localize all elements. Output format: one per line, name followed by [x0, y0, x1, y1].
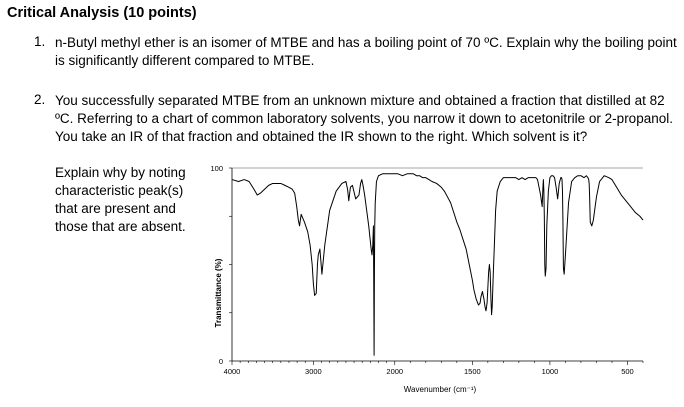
chart-x-tick-label: 1000 — [541, 367, 559, 376]
question-1-text: n-Butyl methyl ether is an isomer of MTBE and has a boiling point of 70 ºC. Explain why the boiling point is significantly different compared to MTBE. — [55, 35, 677, 68]
ir-spectrum-line — [232, 174, 643, 355]
chart-x-tick-label: 2000 — [386, 367, 404, 376]
chart-x-tick-label: 3000 — [305, 367, 322, 376]
chart-x-tick-label: 1500 — [463, 367, 481, 376]
question-2-side-text: Explain why by noting characteristic peak(s) that are present and those that are absent. — [55, 165, 186, 234]
chart-plot-area — [232, 174, 643, 355]
chart-x-axis-label: Wavenumber (cm⁻¹) — [403, 385, 477, 394]
question-2-text: You successfully separated MTBE from an unknown mixture and obtained a fraction that distilled at 82 ºC. Referring to a chart of common laboratory solvents, you narrow it down to acetonitrile or 2-propanol. You take an IR of that fraction and obtained the IR shown to the right. Which solvent is it? — [55, 93, 673, 144]
ir-spectrum-chart — [195, 160, 655, 395]
question-1-number: 1. — [34, 34, 46, 49]
chart-y-tick-label: 100 — [210, 164, 223, 173]
chart-axes — [210, 164, 643, 376]
chart-x-tick-label: 500 — [621, 367, 634, 376]
chart-y-axis-label: Transmittance (%) — [214, 258, 223, 328]
chart-x-tick-label: 4000 — [223, 367, 241, 376]
section-title: Critical Analysis (10 points) — [7, 5, 197, 21]
chart-y-tick-label: 0 — [218, 357, 223, 366]
question-2-number: 2. — [34, 92, 46, 107]
